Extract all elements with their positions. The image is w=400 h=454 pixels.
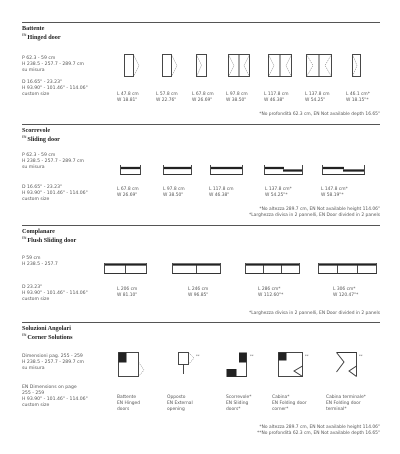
hinged-door-single-icon xyxy=(124,54,140,84)
sliding-door-double-icon xyxy=(322,163,366,177)
corner-folding-door-icon xyxy=(278,352,308,382)
hinged-door-double-icon xyxy=(268,54,294,84)
hinged-size-label: L 97.8 cm W 38.50" xyxy=(226,92,248,103)
sliding-size-label: L 137.8 cm* W 54.25"* xyxy=(265,187,292,198)
sliding-door-icon xyxy=(210,163,244,177)
hinged-door-single-icon xyxy=(162,54,178,84)
section-subtitle-corner-solutions: $^{EN}$Corner Solutions xyxy=(22,333,73,342)
corner-solution-label: Cabina terminale* EN Folding door terminal* xyxy=(326,395,366,412)
hinged-size-label: L 137.8 cm W 54.25" xyxy=(305,92,330,103)
corner-solution-label: Battente EN Hinged doors xyxy=(117,395,141,412)
hinged-size-label: L 47.8 cm W 18.81" xyxy=(117,92,139,103)
sliding-size-label: L 97.8 cm W 38.50" xyxy=(163,187,185,198)
sliding-size-label: L 147.8 cm* W 58.19"* xyxy=(321,187,348,198)
corner-sliding-icon xyxy=(226,352,248,380)
flush-sliding-door-icon xyxy=(318,262,378,276)
spec-english: D 16.65" - 23.23" H 93.90" - 101.46" - 114.06" custom size xyxy=(22,185,88,203)
sliding-door-double-icon xyxy=(264,163,304,177)
flush-sliding-door-icon xyxy=(245,262,301,276)
corner-external-opening-icon xyxy=(178,352,198,378)
spec-italian: P 59 cm H 238.5 - 257.7 xyxy=(22,256,58,268)
corner-solution-label: Cabina* EN Folding door corner* xyxy=(272,395,307,412)
section-title-flush-sliding: Complanare xyxy=(22,228,55,235)
hinged-size-label: L 57.8 cm W 22.76" xyxy=(156,92,178,103)
section-divider xyxy=(22,322,380,323)
sliding-door-icon xyxy=(120,163,142,177)
sliding-door-icon xyxy=(163,163,193,177)
section-title-corner-solutions: Soluzioni Angolari xyxy=(22,325,71,332)
double-asterisk-mark: ** xyxy=(359,354,363,358)
double-asterisk-mark: ** xyxy=(250,354,254,358)
flush-size-label: L 306 cm* W 120.47"* xyxy=(333,287,359,298)
spec-italian: P 62.3 - 59 cm H 238.5 - 257.7 - 289.7 cm su misura xyxy=(22,153,84,171)
section-divider xyxy=(22,124,380,125)
hinged-size-label: L 46.1 cm* W 18.15"* xyxy=(346,92,370,103)
section-subtitle-sliding: $^{EN}$Sliding door xyxy=(22,135,60,144)
section-divider xyxy=(22,225,380,226)
section-note: *No altezza 289.7 cm, EN Not available height 114.06" *Larghezza divisa in 2 pannelli, EN Door divided in 2 panels xyxy=(249,207,380,218)
flush-sliding-door-icon xyxy=(172,262,222,276)
corner-solution-label: Scorrevole* EN Sliding doors* xyxy=(226,395,252,412)
flush-sliding-door-icon xyxy=(104,262,148,276)
section-divider xyxy=(22,22,380,23)
section-subtitle-flush-sliding: $^{EN}$Flush Sliding door xyxy=(22,236,77,245)
hinged-door-double-icon xyxy=(228,54,252,84)
flush-size-label: L 286 cm* W 112.60"* xyxy=(258,287,284,298)
corner-solution-label: Opposto EN External opening xyxy=(167,395,193,412)
hinged-size-label: L 117.8 cm W 46.38" xyxy=(264,92,289,103)
hinged-door-single-icon xyxy=(196,54,214,84)
flush-size-label: L 246 cm W 96.85" xyxy=(188,287,209,298)
spec-english: D 16.65" - 23.23" H 93.90" - 101.46" - 114.06" custom size xyxy=(22,80,88,98)
spec-italian: P 62.3 - 59 cm H 238.5 - 257.7 - 289.7 cm su misura xyxy=(22,56,84,74)
section-title-sliding: Scorrevole xyxy=(22,127,51,134)
corner-hinged-icon xyxy=(118,352,146,382)
spec-italian: Dimensioni pag. 255 - 259 H 238.5 - 257.7 - 289.7 cm su misura xyxy=(22,354,84,372)
section-note: *No profondità 62.3 cm, EN Not available depth 16.65" xyxy=(259,112,380,117)
hinged-size-label: L 67.8 cm W 26.69" xyxy=(192,92,214,103)
hinged-door-double-icon xyxy=(306,54,334,84)
hinged-door-narrow-icon xyxy=(352,54,366,84)
section-note: *Larghezza divisa in 2 pannelli, EN Door divided in 2 panels xyxy=(249,311,380,316)
flush-size-label: L 206 cm W 81.10" xyxy=(117,287,138,298)
section-title-hinged: Battente xyxy=(22,25,45,32)
section-subtitle-hinged: $^{EN}$Hinged door xyxy=(22,33,61,42)
spec-english: EN Dimensions on page 255 - 259 H 93.90" - 101.46" - 114.06" custom size xyxy=(22,385,88,409)
sliding-size-label: L 67.8 cm W 26.69" xyxy=(117,187,139,198)
sliding-size-label: L 117.8 cm W 46.38" xyxy=(209,187,234,198)
section-note: *No altezza 289.7 cm, EN Not available height 114.06" **No profondità 62.3 cm, EN Not available depth 16.65" xyxy=(257,425,380,436)
double-asterisk-mark: ** xyxy=(196,354,200,358)
spec-english: D 23.23" H 93.90" - 101.46" - 114.06" custom size xyxy=(22,285,88,303)
double-asterisk-mark: ** xyxy=(305,354,309,358)
